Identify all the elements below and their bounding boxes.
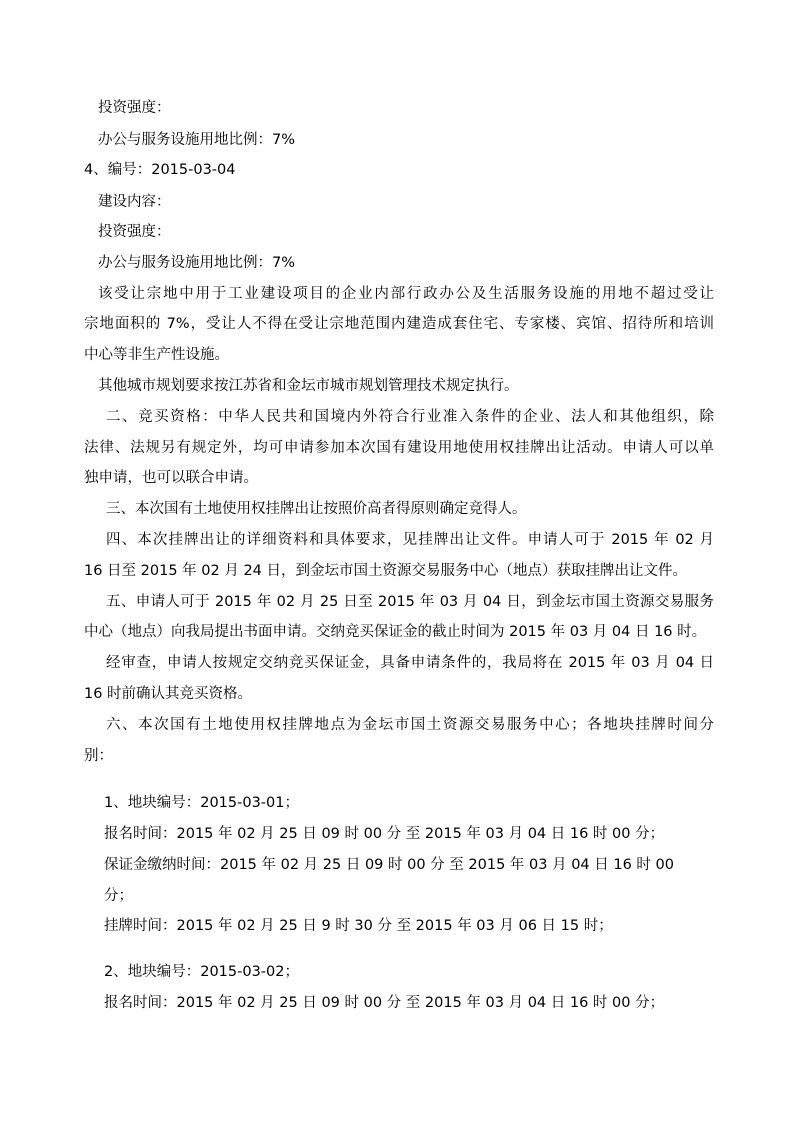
text-line: 二、竞买资格：中华人民共和国境内外符合行业准入条件的企业、法人和其他组织，除 bbox=[106, 409, 714, 425]
text-line: 经审查，申请人按规定交纳竞买保证金，具备申请条件的，我局将在 2015 年 03 月 04 日 bbox=[106, 655, 714, 671]
text-line: 报名时间：2015 年 02 月 25 日 09 时 00 分 至 2015 年 03 月 04 日 16 时 00 分； bbox=[104, 826, 665, 842]
text-line: 办公与服务设施用地比例：7% bbox=[98, 132, 296, 148]
text-line: 办公与服务设施用地比例：7% bbox=[98, 255, 296, 271]
text-line: 别： bbox=[84, 748, 113, 764]
text-line: 三、本次国有土地使用权挂牌出让按照价高者得原则确定竞得人。 bbox=[106, 501, 527, 517]
text-line: 法律、法规另有规定外，均可申请参加本次国有建设用地使用权挂牌出让活动。申请人可以单 bbox=[84, 440, 714, 456]
text-line: 2、地块编号：2015-03-02； bbox=[104, 964, 299, 980]
text-line: 独申请，也可以联合申请。 bbox=[84, 470, 258, 486]
text-line: 该受让宗地中用于工业建设项目的企业内部行政办公及生活服务设施的用地不超过受让 bbox=[98, 286, 714, 302]
text-line: 保证金缴纳时间：2015 年 02 月 25 日 09 时 00 分 至 2015 年 03 月 04 日 16 时 00 bbox=[104, 857, 674, 873]
text-line: 报名时间：2015 年 02 月 25 日 09 时 00 分 至 2015 年 03 月 04 日 16 时 00 分； bbox=[104, 995, 665, 1011]
text-line: 16 时前确认其竞买资格。 bbox=[84, 686, 253, 702]
text-line: 投资强度： bbox=[98, 100, 171, 116]
text-line: 投资强度： bbox=[98, 224, 171, 240]
text-line: 1、地块编号：2015-03-01； bbox=[104, 795, 299, 811]
text-line: 挂牌时间：2015 年 02 月 25 日 9 时 30 分 至 2015 年 03 月 06 日 15 时； bbox=[104, 918, 613, 934]
text-line: 建设内容： bbox=[98, 194, 171, 210]
text-line: 4、编号：2015-03-04 bbox=[84, 162, 236, 178]
text-line: 宗地面积的 7%，受让人不得在受让宗地范围内建造成套住宅、专家楼、宾馆、招待所和培训 bbox=[84, 316, 714, 332]
text-line: 六、本次国有土地使用权挂牌地点为金坛市国土资源交易服务中心；各地块挂牌时间分 bbox=[106, 717, 714, 733]
text-line: 中心等非生产性设施。 bbox=[84, 347, 229, 363]
text-line: 分； bbox=[104, 888, 133, 904]
text-line: 16 日至 2015 年 02 月 24 日，到金坛市国土资源交易服务中心（地点）获取挂牌出让文件。 bbox=[84, 563, 688, 579]
text-line: 其他城市规划要求按江苏省和金坛市城市规划管理技术规定执行。 bbox=[98, 378, 519, 394]
text-line: 四、本次挂牌出让的详细资料和具体要求，见挂牌出让文件。申请人可于 2015 年 02 月 bbox=[106, 532, 714, 548]
text-line: 中心（地点）向我局提出书面申请。交纳竞买保证金的截止时间为 2015 年 03 月 04 日 16 时。 bbox=[84, 624, 707, 640]
text-line: 五、申请人可于 2015 年 02 月 25 日至 2015 年 03 月 04 日，到金坛市国土资源交易服务 bbox=[106, 594, 714, 610]
